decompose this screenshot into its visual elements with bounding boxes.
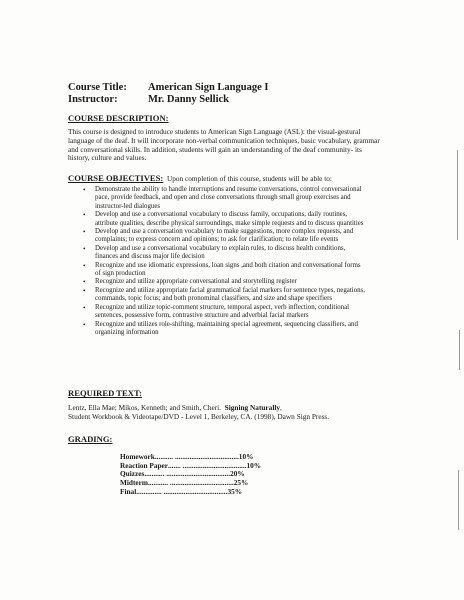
grading-row — [120, 488, 261, 497]
objective-item — [83, 228, 401, 245]
course-title-label: Course Title: — [68, 82, 127, 93]
course-description-heading: COURSE DESCRIPTION: — [68, 113, 169, 123]
grading-table — [120, 453, 261, 497]
course-objectives-heading: COURSE OBJECTIVES: — [68, 173, 164, 183]
course-objectives-intro: Upon completion of this course, students will be able to: — [166, 174, 332, 183]
bullet-icon: • — [83, 261, 86, 270]
objective-line: Recognize and utilize appropriate conversational and storytelling register — [95, 278, 297, 286]
objective-line: Recognize and utilize topic-comment structure, temporal aspect, verb inflection, conditional — [95, 303, 350, 311]
bullet-icon: • — [83, 228, 86, 237]
grade-leader-dots: .............. — [136, 486, 162, 496]
course-title-row — [68, 82, 268, 93]
objective-line: Recognize and utilize appropriate facial grammatical facial markers for sentence types, negations, — [95, 286, 365, 294]
instructor-row — [68, 94, 229, 105]
grade-item-name: Quizzes — [120, 469, 145, 479]
objective-line: Develop and use a conversation vocabulary to make suggestions, more complex requests, and — [95, 228, 354, 236]
objective-line: of sign production — [95, 270, 146, 278]
objective-line: instructor-led dialogues — [95, 202, 161, 210]
scan-artifact-line — [457, 150, 458, 240]
instructor-label: Instructor: — [68, 94, 118, 105]
grade-leader-dots: ........... — [147, 478, 169, 488]
bullet-icon: • — [83, 186, 86, 194]
objective-item — [83, 211, 401, 228]
grade-leader-dots: ....... — [168, 460, 181, 470]
objective-item — [83, 245, 401, 262]
bullet-icon: • — [83, 286, 86, 295]
grade-leader-dots: .......... — [154, 452, 174, 461]
scan-artifact-line — [458, 470, 459, 530]
grade-leader-dots: ................................... — [182, 460, 247, 470]
objective-item — [83, 186, 401, 211]
objective-line: sentences, possessive form, contrastive structure and adverbial facial markers — [95, 312, 309, 320]
grade-item-value: 20% — [230, 469, 245, 479]
objective-line: Demonstrate the ability to handle interruptions and resume conversations, control conversational — [95, 186, 362, 193]
grade-leader-dots: ................................... — [169, 478, 234, 488]
objective-item — [83, 321, 401, 338]
bullet-icon: • — [83, 244, 86, 253]
bullet-icon: • — [83, 278, 86, 287]
course-description-text — [68, 128, 398, 163]
citation-comma: , — [280, 403, 282, 412]
description-line: language of the deaf. It will incorporate non-verbal communication techniques, basic vocabulary, grammar — [68, 135, 380, 145]
scan-artifact-line — [459, 330, 460, 370]
objective-line: commands, topic focus; and both pronominal classifiers, and size and shape specifiers — [95, 295, 333, 303]
grading-heading: GRADING: — [68, 434, 113, 444]
grade-item-name: Homework — [120, 452, 155, 461]
objective-line: Recognize and utilizes role-shifting, maintaining special agreement, sequencing classifiers, and — [95, 320, 358, 328]
objective-item — [83, 287, 401, 304]
objective-line: finances and discuss major life decision — [95, 253, 205, 261]
grade-leader-dots: ........... — [144, 469, 165, 479]
objective-line: Recognize and use idiomatic expressions, loan signs ,and both citation and conversational forms — [95, 261, 361, 269]
objective-line: attribute qualities, describe physical surroundings, make simple requests and to discuss quantities — [95, 219, 364, 227]
objective-item — [83, 304, 401, 321]
grade-item-name: Midterm — [120, 478, 148, 488]
description-line: and conversational skills. In addition, students will gain an understanding of the deaf community- its — [68, 144, 362, 154]
book-title: Signing Naturally — [224, 403, 281, 412]
instructor-value: Mr. Danny Sellick — [148, 94, 229, 105]
required-text-line-2: Student Workbook & Videotape/DVD - Level 1, Berkeley, CA. (1998), Dawn Sign Press. — [68, 411, 330, 421]
grade-leader-dots: ................................... — [166, 469, 231, 479]
objective-item — [83, 262, 401, 279]
course-objectives-header — [68, 173, 332, 183]
objective-line: Develop and use a conversational vocabulary to discuss family, occupations, daily routines, — [95, 211, 348, 219]
grade-item-name: Final — [120, 486, 137, 496]
grade-item-name: Reaction Paper — [120, 460, 169, 470]
grade-item-value: 35% — [227, 486, 243, 496]
required-text-body — [68, 404, 408, 422]
bullet-icon: • — [83, 320, 86, 329]
objective-line: pace, provide feedback, and open and close conversations through small group exercises and — [95, 194, 351, 202]
grade-item-value: 10% — [246, 460, 262, 470]
required-text-heading: REQUIRED TEXT: — [68, 388, 142, 398]
description-line: This course is designed to introduce students to American Sign Language (ASL): the visual-gestural — [68, 127, 361, 136]
description-line: history, culture and values. — [68, 153, 147, 163]
objective-line: organizing information — [95, 328, 159, 336]
grade-item-value: 25% — [233, 478, 249, 488]
citation-authors: Lentz, Ella Mae; Mikos, Kenneth; and Smith, Cheri. — [68, 403, 222, 412]
grade-item-value: 10% — [238, 452, 254, 461]
objective-line: complaints; to express concern and opinions; to ask for clarification; to relate life events — [95, 236, 339, 244]
bullet-icon: • — [83, 303, 86, 312]
grade-leader-dots: ................................... — [174, 452, 239, 461]
grade-leader-dots: ................................... — [163, 486, 228, 496]
bullet-icon: • — [83, 211, 86, 220]
objective-line: Develop and use a conversational vocabulary to explain rules, to discuss health conditions, — [95, 244, 346, 252]
objectives-list — [83, 186, 401, 337]
course-title-value: American Sign Language I — [148, 82, 269, 93]
objective-item — [83, 278, 401, 286]
